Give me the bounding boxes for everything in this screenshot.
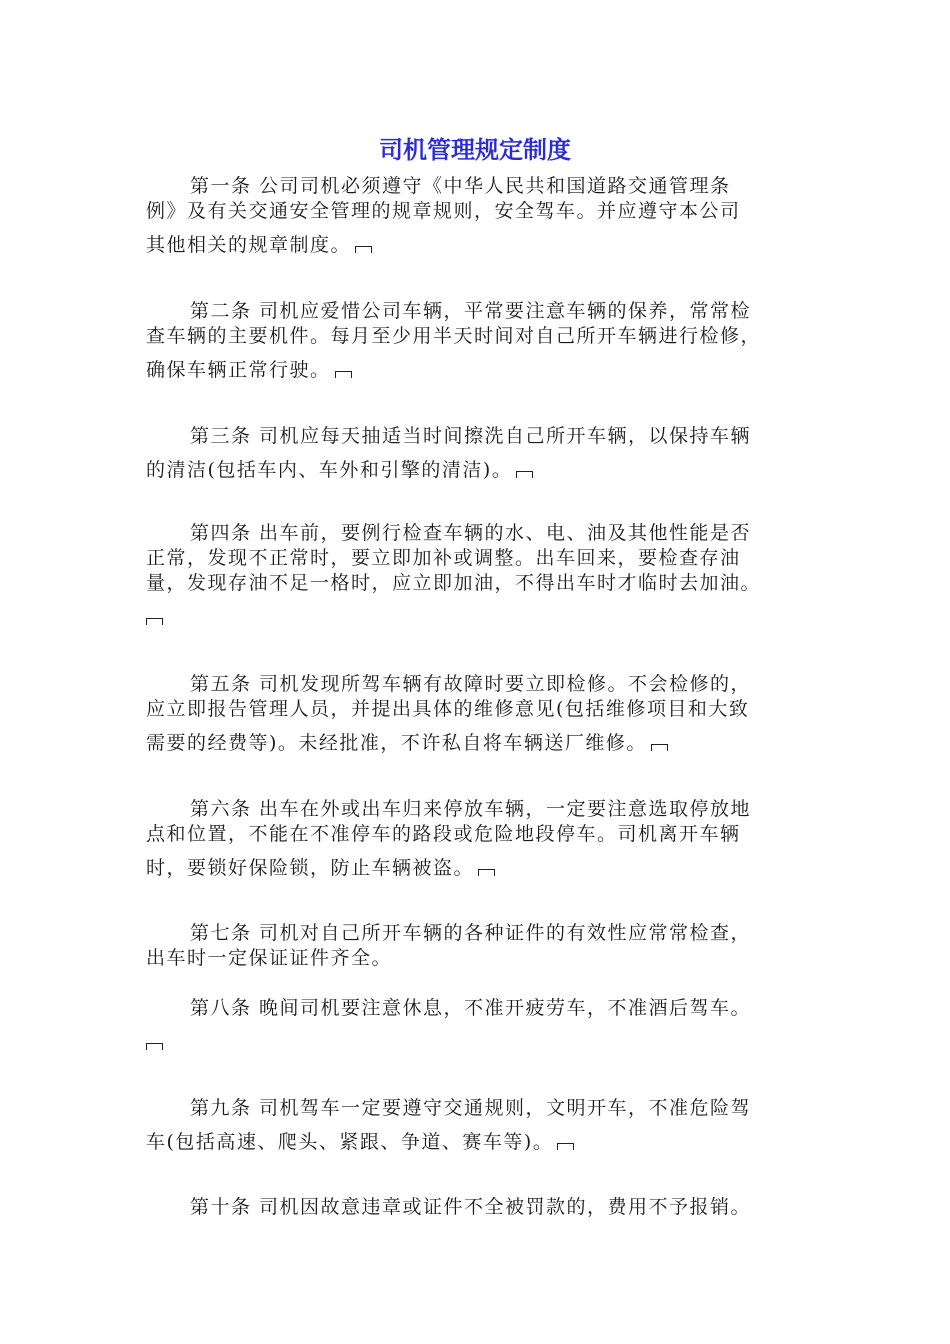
article-9: [146, 1096, 814, 1155]
article-8: [146, 996, 814, 1055]
document-title: 司机管理规定制度: [379, 136, 571, 164]
article-8-line-1: 第八条 晚间司机要注意休息，不准开疲劳车，不准酒后驾车。: [190, 997, 752, 1019]
article-6-line-1: 第六条 出车在外或出车归来停放车辆，一定要注意选取停放地: [190, 798, 752, 820]
paragraph-mark-icon: [516, 471, 533, 478]
article-7-line-2: 出车时一定保证证件齐全。: [146, 947, 393, 969]
article-1-line-2: 例》及有关交通安全管理的规章规则，安全驾车。并应遵守本公司: [146, 200, 741, 222]
article-6: [146, 797, 814, 881]
paragraph-mark-icon: [146, 618, 163, 625]
article-6-line-2: 点和位置，不能在不准停车的路段或危险地段停车。司机离开车辆: [146, 823, 741, 845]
article-5-line-2: 应立即报告管理人员，并提出具体的维修意见(包括维修项目和大致: [146, 698, 750, 720]
article-4-line-2: 正常，发现不正常时，要立即加补或调整。出车回来，要检查存油: [146, 547, 741, 569]
article-3-line-1: 第三条 司机应每天抽适当时间擦洗自己所开车辆，以保持车辆: [190, 425, 752, 447]
article-4-line-1: 第四条 出车前，要例行检查车辆的水、电、油及其他性能是否: [190, 522, 752, 544]
article-2-line-1: 第二条 司机应爱惜公司车辆，平常要注意车辆的保养，常常检: [190, 300, 752, 322]
paragraph-mark-icon: [651, 744, 668, 751]
article-5: [146, 672, 814, 756]
article-6-line-3: 时，要锁好保险锁，防止车辆被盗。: [146, 857, 475, 879]
article-1-line-1: 第一条 公司司机必须遵守《中华人民共和国道路交通管理条: [190, 175, 731, 197]
paragraph-mark-icon: [146, 1043, 163, 1050]
article-9-line-1: 第九条 司机驾车一定要遵守交通规则，文明开车，不准危险驾: [190, 1097, 752, 1119]
paragraph-mark-icon: [478, 869, 495, 876]
paragraph-mark-icon: [335, 371, 352, 378]
article-1: [146, 174, 814, 258]
article-10-line-1: 第十条 司机因故意违章或证件不全被罚款的，费用不予报销。: [190, 1196, 752, 1218]
article-7-line-1: 第七条 司机对自己所开车辆的各种证件的有效性应常常检查，: [190, 922, 752, 944]
article-2-line-3: 确保车辆正常行驶。: [146, 359, 331, 381]
article-2: [146, 299, 814, 383]
article-5-line-3: 需要的经费等)。未经批准，不许私自将车辆送厂维修。: [146, 732, 647, 754]
article-2-line-2: 查车辆的主要机件。每月至少用半天时间对自己所开车辆进行检修，: [146, 325, 762, 347]
article-3-line-2: 的清洁(包括车内、车外和引擎的清洁)。: [146, 459, 513, 481]
article-4-line-3: 量，发现存油不足一格时，应立即加油，不得出车时才临时去加油。: [146, 572, 762, 594]
article-9-line-2: 车(包括高速、爬头、紧跟、争道、赛车等)。: [146, 1131, 554, 1153]
article-4: [146, 521, 814, 630]
paragraph-mark-icon: [557, 1143, 574, 1150]
article-3: [146, 424, 814, 483]
article-1-line-3: 其他相关的规章制度。: [146, 234, 352, 256]
article-5-line-1: 第五条 司机发现所驾车辆有故障时要立即检修。不会检修的，: [190, 673, 752, 695]
paragraph-mark-icon: [355, 246, 372, 253]
article-7: [146, 921, 814, 971]
article-10: [146, 1195, 814, 1220]
